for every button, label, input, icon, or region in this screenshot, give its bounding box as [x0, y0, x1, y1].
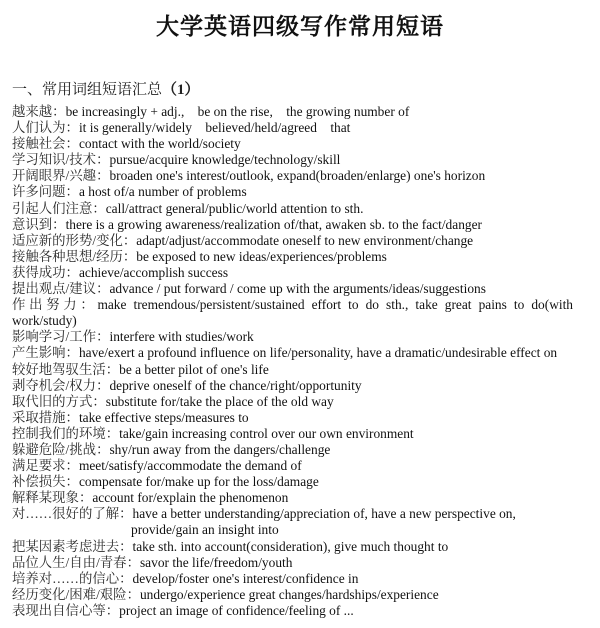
phrase-entry [12, 329, 573, 345]
phrase-english: develop/foster one's interest/confidence in [132, 570, 359, 586]
section-heading-text: 一、常用词组短语汇总 [12, 82, 163, 98]
phrase-chinese: 满足要求： [12, 458, 79, 474]
phrase-chinese: 提出观点/建议： [12, 281, 110, 297]
phrase-english: account for/explain the phenomenon [92, 490, 289, 506]
phrase-entry [12, 104, 573, 120]
phrase-chinese: 意识到： [12, 216, 66, 232]
phrase-english: a host of/a number of problems [78, 184, 247, 200]
phrase-english: interfere with studies/work [109, 329, 254, 345]
phrase-english: have a better understanding/appreciation of, have a new perspective on, [132, 506, 516, 522]
phrase-entry [12, 249, 573, 265]
phrase-entry [12, 233, 573, 249]
phrase-chinese: 采取措施： [12, 409, 79, 425]
phrase-english: compensate for/make up for the loss/damage [78, 474, 319, 490]
phrase-entry [12, 539, 573, 555]
phrase-english: take effective steps/measures to [78, 409, 249, 425]
phrase-entry [12, 587, 573, 603]
phrase-english: deprive oneself of the chance/right/opportunity [109, 377, 362, 393]
phrase-english: achieve/accomplish success [78, 264, 229, 280]
phrase-chinese: 品位人生/自由/青春： [12, 554, 140, 570]
phrase-entry [12, 410, 573, 426]
phrase-chinese: 剥夺机会/权力： [12, 377, 110, 393]
phrase-english: advance / put forward / come up with the arguments/ideas/suggestions [109, 281, 486, 297]
phrase-english: pursue/acquire knowledge/technology/skill [109, 152, 341, 168]
phrase-chinese: 较好地驾驭生活： [12, 361, 120, 377]
phrase-entry [12, 120, 573, 136]
phrase-english: shy/run away from the dangers/challenge [109, 441, 331, 457]
phrase-chinese: 许多问题： [12, 184, 79, 200]
phrase-english: call/attract general/public/world attention to sth. [105, 200, 364, 216]
section-heading [12, 78, 200, 99]
phrase-chinese: 经历变化/困难/艰险： [12, 586, 140, 602]
phrase-english: provide/gain an insight into [131, 522, 279, 538]
phrase-chinese: 作出努力： [12, 297, 98, 313]
phrase-entry [12, 297, 573, 329]
phrase-entry [12, 168, 573, 184]
phrase-english: be a better pilot of one's life [119, 361, 269, 377]
phrase-entry [12, 152, 573, 168]
phrase-chinese: 取代旧的方式： [12, 393, 106, 409]
phrase-entry [12, 184, 573, 200]
phrase-chinese: 引起人们注意： [12, 200, 106, 216]
phrase-chinese: 控制我们的环境： [12, 425, 120, 441]
phrase-entry [12, 603, 573, 619]
phrase-english: take/gain increasing control over our own environment [119, 425, 414, 441]
phrase-entry [12, 394, 573, 410]
phrase-chinese: 培养对……的信心： [12, 570, 133, 586]
phrase-entry [12, 345, 573, 361]
phrase-english: it is generally/widely believed/held/agreed that [78, 120, 351, 136]
phrase-chinese: 对……很好的了解： [12, 506, 133, 522]
phrase-chinese: 开阔眼界/兴趣： [12, 168, 110, 184]
phrase-chinese: 解释某现象： [12, 490, 93, 506]
phrase-entry [12, 265, 573, 281]
phrase-entry [12, 474, 573, 490]
phrase-english: substitute for/take the place of the old way [105, 393, 334, 409]
phrase-english: be exposed to new ideas/experiences/problems [136, 248, 387, 264]
phrase-entry [12, 217, 573, 233]
phrase-english: have/exert a profound influence on life/personality, have a dramatic/undesirable effect on [78, 345, 558, 361]
phrase-entry [12, 555, 573, 571]
phrase-english: undergo/experience great changes/hardships/experience [139, 586, 439, 602]
phrase-entry [12, 458, 573, 474]
phrase-english: meet/satisfy/accommodate the demand of [78, 458, 302, 474]
phrase-chinese: 影响学习/工作： [12, 329, 110, 345]
phrase-list [12, 104, 573, 619]
phrase-english: take sth. into account(consideration), give much thought to [132, 538, 449, 554]
phrase-english: there is a growing awareness/realization of/that, awaken sb. to the fact/danger [65, 216, 482, 232]
phrase-chinese: 表现出自信心等： [12, 602, 120, 618]
phrase-entry [12, 442, 573, 458]
phrase-chinese: 产生影响： [12, 345, 79, 361]
phrase-entry [12, 362, 573, 378]
document-title: 大学英语四级写作常用短语 [156, 14, 444, 40]
phrase-entry [12, 201, 573, 217]
phrase-entry-continuation [12, 522, 573, 538]
phrase-entry [12, 426, 573, 442]
phrase-english: make tremendous/persistent/sustained effort to do sth., take great pains to do(with work/study) [12, 297, 574, 329]
phrase-entry [12, 378, 573, 394]
phrase-chinese: 适应新的形势/变化： [12, 232, 137, 248]
phrase-chinese: 躲避危险/挑战： [12, 441, 110, 457]
phrase-chinese: 把某因素考虑进去： [12, 538, 133, 554]
phrase-chinese: 人们认为： [12, 120, 79, 136]
phrase-entry [12, 136, 573, 152]
phrase-english: adapt/adjust/accommodate oneself to new environment/change [136, 232, 474, 248]
phrase-chinese: 接触社会： [12, 136, 79, 152]
phrase-english: contact with the world/society [78, 136, 241, 152]
phrase-english: broaden one's interest/outlook, expand(broaden/enlarge) one's horizon [109, 168, 486, 184]
phrase-english: project an image of confidence/feeling of ... [119, 602, 354, 618]
phrase-chinese: 补偿损失： [12, 474, 79, 490]
phrase-entry [12, 490, 573, 506]
phrase-chinese: 越来越： [12, 104, 66, 119]
phrase-entry [12, 571, 573, 587]
section-number: （1） [162, 82, 200, 98]
phrase-chinese: 获得成功： [12, 264, 79, 280]
phrase-entry [12, 281, 573, 297]
phrase-entry [12, 506, 573, 522]
phrase-english: be increasingly + adj., be on the rise, the growing number of [65, 104, 410, 119]
phrase-chinese: 学习知识/技术： [12, 152, 110, 168]
phrase-chinese: 接触各种思想/经历： [12, 248, 137, 264]
phrase-english: savor the life/freedom/youth [139, 554, 293, 570]
